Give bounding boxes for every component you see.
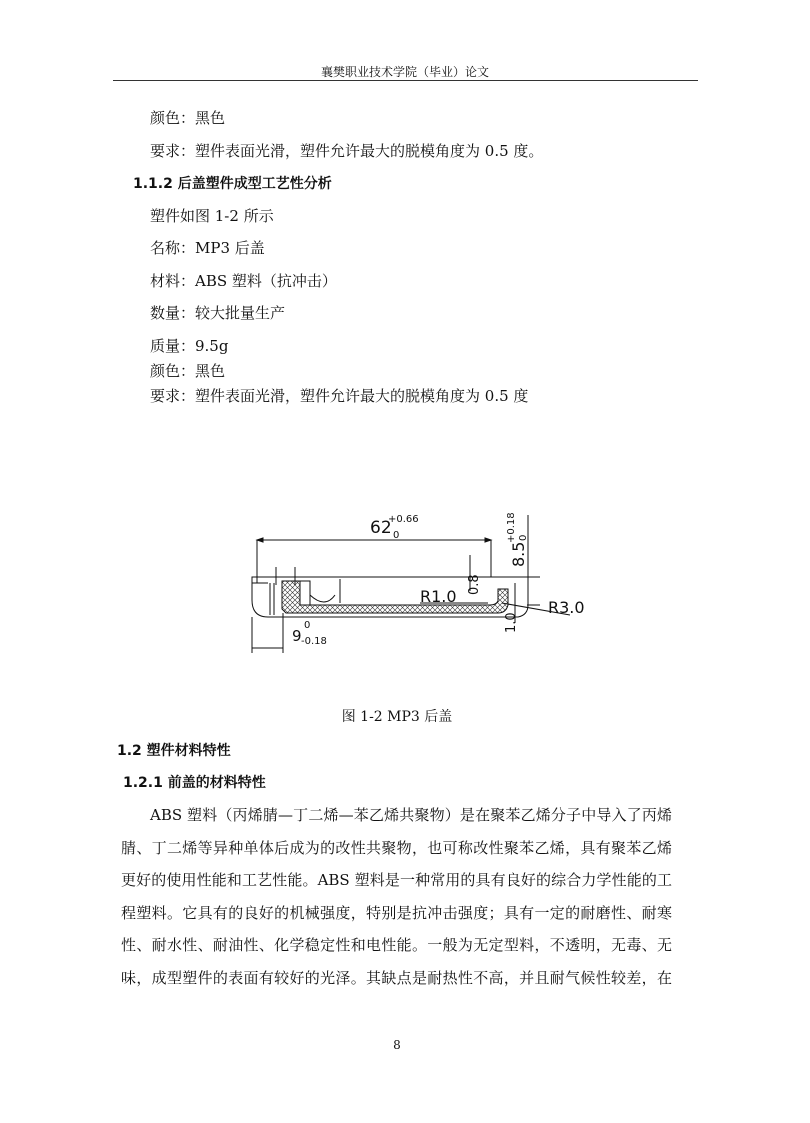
paragraph-line: 味，成型塑件的表面有较好的光泽。其缺点是耐热性不高，并且耐气候性较差，在 — [121, 968, 672, 987]
mp3-back-cover-drawing — [240, 505, 585, 665]
dim-height-tol-lo: 0 — [518, 534, 529, 541]
paragraph-line: 更好的使用性能和工艺性能。ABS 塑料是一种常用的具有良好的综合力学性能的工 — [121, 871, 672, 890]
text-line: 要求：塑件表面光滑，塑件允许最大的脱模角度为 0.5 度 — [150, 387, 529, 405]
text-line: 名称：MP3 后盖 — [150, 239, 265, 257]
body-paragraph — [121, 804, 672, 1000]
dim-width: 9 — [292, 627, 302, 645]
text-line: 颜色：黑色 — [150, 362, 226, 380]
paragraph-line: 程塑料。它具有的良好的机械强度，特别是抗冲击强度；具有一定的耐磨性、耐寒 — [121, 903, 672, 922]
text-line: 质量：9.5g — [150, 337, 229, 355]
dim-height-tol-up: +0.18 — [506, 512, 517, 543]
section-heading-1-2: 1.2 塑件材料特性 — [117, 743, 231, 759]
dim-radius-1: R1.0 — [420, 587, 457, 606]
section-heading-1-2-1: 1.2.1 前盖的材料特性 — [123, 775, 266, 791]
running-header: 襄樊职业技术学院（毕业）论文 — [320, 65, 489, 79]
dim-height: 8.5 — [509, 541, 528, 567]
header-rule — [113, 80, 698, 81]
dim-width-tol-lo: -0.18 — [301, 636, 327, 647]
dim-width-tol-up: 0 — [304, 620, 311, 631]
figure-caption: 图 1-2 MP3 后盖 — [341, 709, 453, 725]
text-line: 材料：ABS 塑料（抗冲击） — [150, 272, 337, 290]
paragraph-line: ABS 塑料（丙烯腈—丁二烯—苯乙烯共聚物）是在聚苯乙烯分子中导入了丙烯 — [150, 806, 672, 824]
text-line: 数量：较大批量生产 — [150, 304, 286, 322]
text-line: 塑件如图 1-2 所示 — [150, 207, 274, 225]
dim-thickness-0-8: 0.8 — [467, 574, 482, 595]
paragraph-line: 腈、丁二烯等异种单体后成为的改性共聚物，也可称改性聚苯乙烯，具有聚苯乙烯 — [121, 838, 672, 857]
dim-length: 62 — [370, 518, 392, 538]
dim-length-tol-lo: 0 — [393, 530, 400, 541]
dim-length-tol-up: +0.66 — [388, 514, 419, 525]
page-number: 8 — [393, 1038, 401, 1052]
paragraph-line: 性、耐水性、耐油性、化学稳定性和电性能。一般为无定型料，不透明，无毒、无 — [121, 936, 672, 955]
text-line: 要求：塑件表面光滑，塑件允许最大的脱模角度为 0.5 度。 — [150, 142, 544, 160]
dim-radius-3: R3.0 — [548, 598, 585, 617]
section-heading-1-1-2: 1.1.2 后盖塑件成型工艺性分析 — [133, 176, 332, 192]
text-line: 颜色：黑色 — [150, 109, 226, 127]
dim-thickness-1-0: 1.0 — [504, 612, 519, 633]
